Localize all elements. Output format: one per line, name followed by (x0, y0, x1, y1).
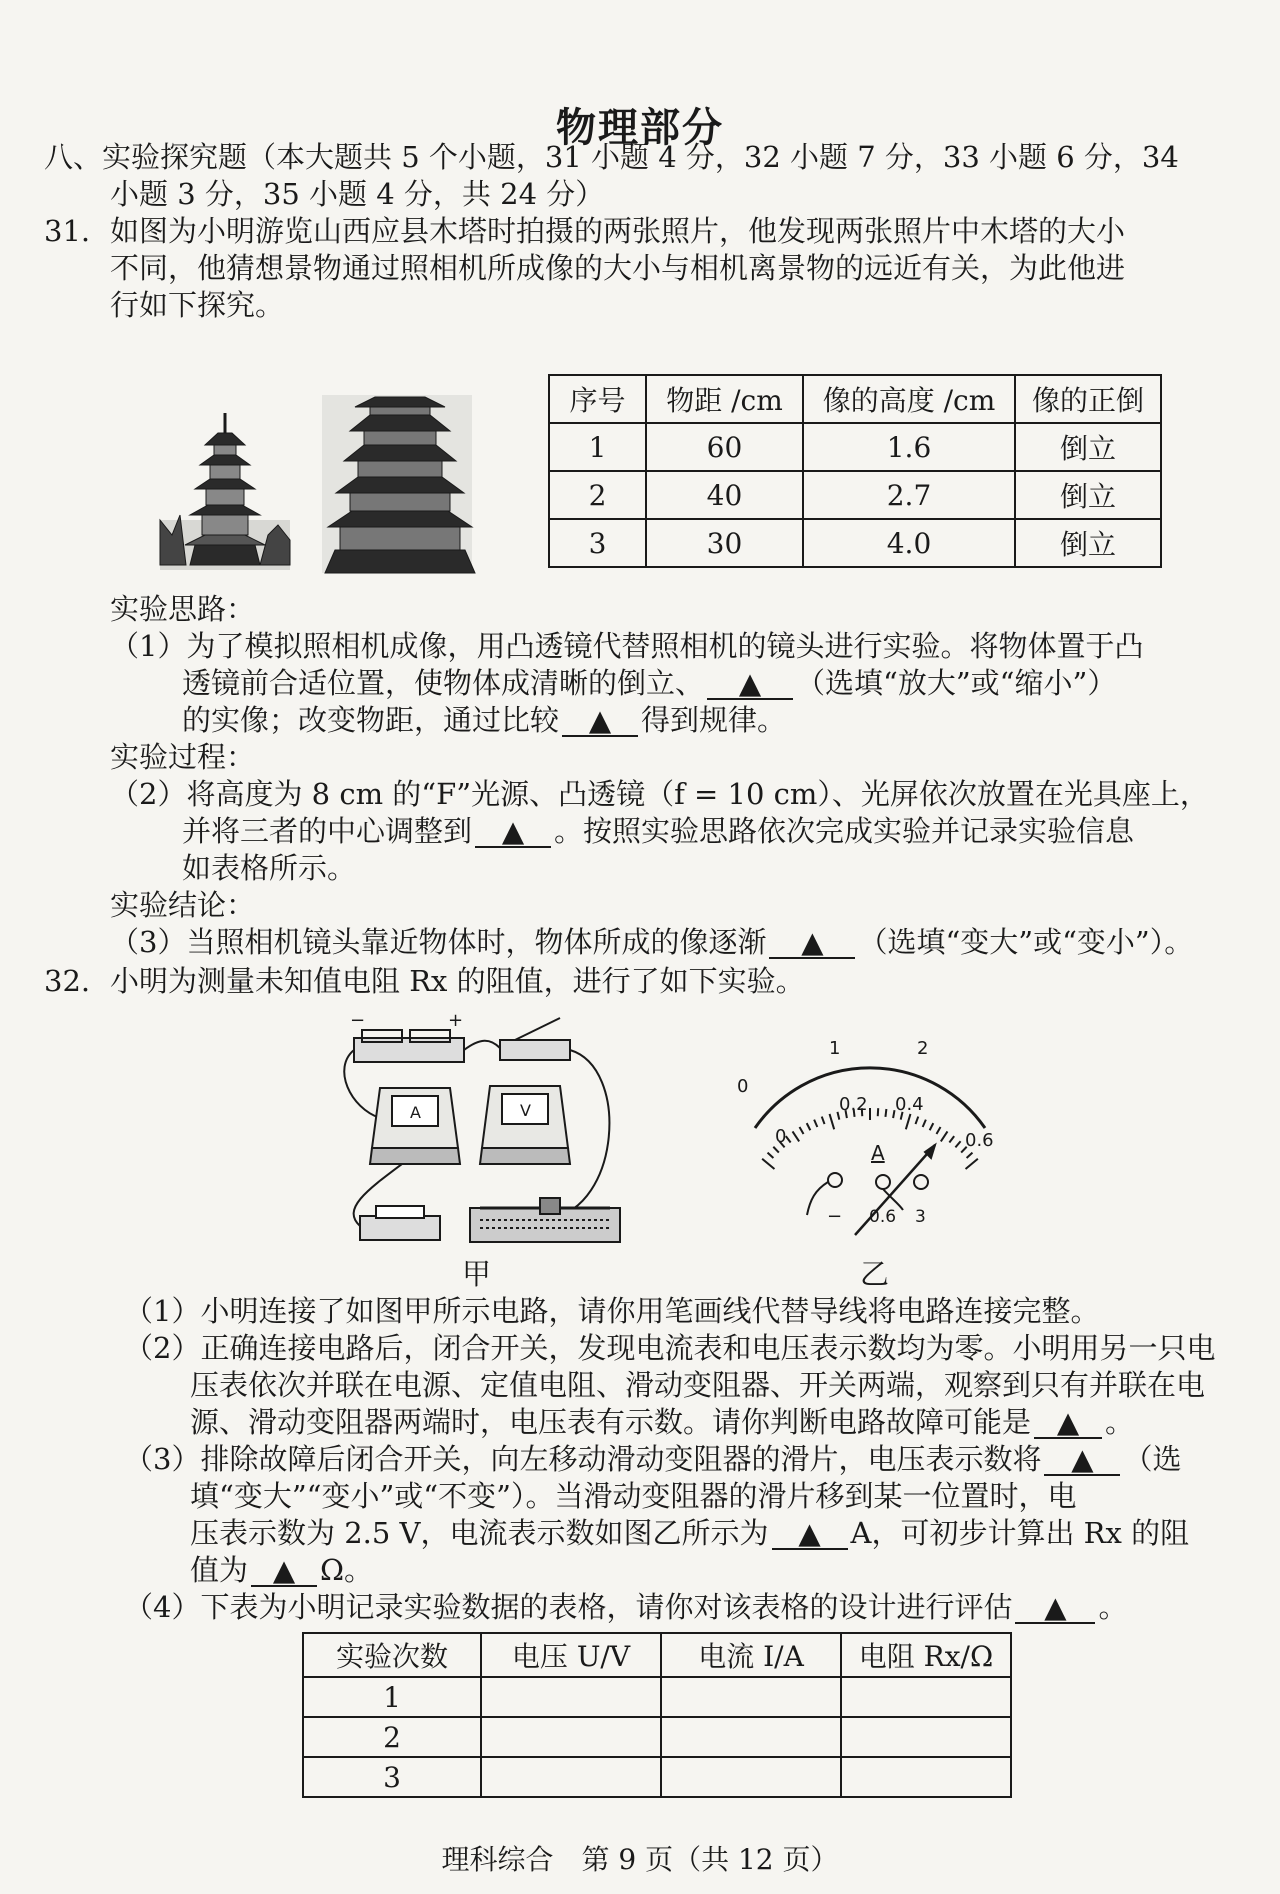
table-header-row (303, 1633, 1011, 1677)
dial-top-label: 1 (829, 1038, 841, 1059)
table-row (549, 423, 1161, 471)
q32-p3-line4 (190, 1551, 373, 1589)
answer-blank[interactable]: ▲ (707, 668, 793, 700)
terminal-3 (914, 1175, 928, 1189)
table-cell (481, 1717, 661, 1757)
terminal-0.6 (876, 1175, 890, 1189)
q32-data-table (302, 1632, 1012, 1798)
q31-p1-line2-text-a: 透镜前合适位置，使物体成清晰的倒立、 (182, 666, 705, 700)
small-pagoda-photo (160, 413, 290, 570)
dial-top-label: 2 (917, 1038, 929, 1059)
q31-p2-line2-text-a: 并将三者的中心调整到 (182, 814, 473, 848)
q32-p3-line2: 填“变大”“变小”或“不变”）。当滑动变阻器的滑片移到某一位置时，电 (190, 1479, 1077, 1513)
answer-blank[interactable]: ▲ (1015, 1592, 1095, 1624)
table-header-row (549, 375, 1161, 423)
q32-p3-line3-text-b: A，可初步计算出 Rx 的阻 (850, 1516, 1190, 1550)
terminal-label: 0.6 (869, 1207, 897, 1227)
table-cell: 1 (549, 423, 646, 471)
table-cell (661, 1677, 841, 1717)
q32-p4 (124, 1588, 1127, 1626)
dial-tick (966, 1159, 978, 1169)
fixed-resistor (360, 1206, 440, 1240)
answer-blank[interactable]: ▲ (1034, 1407, 1102, 1439)
table-cell: 2.7 (803, 471, 1015, 519)
dial-tick (830, 1114, 835, 1129)
circuit-figure-jia (340, 1008, 630, 1253)
dial-ticks (762, 1108, 978, 1169)
q32-p1: （1）小明连接了如图甲所示电路，请你用笔画线代替导线将电路连接完整。 (124, 1294, 1100, 1328)
q32-p3-line1-text-a: （3）排除故障后闭合开关，向左移动滑动变阻器的滑片，电压表示数将 (124, 1442, 1042, 1476)
q31-p2-line1: （2）将高度为 8 cm 的“F”光源、凸透镜（f = 10 cm）、光屏依次放置在光具座上， (110, 777, 1209, 811)
dial-unit-label: A (871, 1141, 885, 1165)
battery-minus-label: − (350, 1010, 366, 1031)
table-header-cell: 电压 U/V (481, 1633, 661, 1677)
q32-p3-line4-text-b: Ω。 (320, 1553, 374, 1587)
dial-tick (930, 1123, 934, 1130)
q31-p1-line2-text-b: （选填“放大”或“缩小”） (796, 666, 1117, 700)
table-cell: 2 (549, 471, 646, 519)
battery-plus-label: + (448, 1010, 464, 1031)
section-heading-line2: 小题 3 分，35 小题 4 分，共 24 分） (110, 177, 605, 211)
page-footer: 理科综合 第 9 页（共 12 页） (441, 1843, 839, 1876)
ammeter (370, 1088, 460, 1164)
q31-text-line1: 如图为小明游览山西应县木塔时拍摄的两张照片，他发现两张照片中木塔的大小 (110, 214, 1126, 248)
dial-tick (949, 1136, 954, 1142)
table-header-cell: 像的正倒 (1015, 375, 1161, 423)
q31-number: 31. (44, 214, 91, 248)
table-header-cell: 电流 I/A (661, 1633, 841, 1677)
q32-p2-line3 (190, 1403, 1134, 1441)
table-cell (841, 1677, 1011, 1717)
q32-intro: 小明为测量未知值电阻 Rx 的阻值，进行了如下实验。 (110, 964, 805, 998)
dial-tick (822, 1117, 825, 1125)
table-cell: 3 (549, 519, 646, 567)
q32-p4-text-b: 。 (1098, 1590, 1128, 1624)
q32-p2-line3-text-a: 源、滑动变阻器两端时，电压表有示数。请你判断电路故障可能是 (190, 1405, 1032, 1439)
q32-number: 32. (44, 964, 91, 998)
q32-p3-line4-text-a: 值为 (190, 1553, 249, 1587)
pagoda-photos (150, 385, 480, 580)
answer-blank[interactable]: ▲ (772, 1518, 848, 1550)
q31-process-heading: 实验过程： (110, 740, 256, 774)
dial-tick (941, 1131, 948, 1141)
q31-conclusion-heading: 实验结论： (110, 888, 256, 922)
table-cell: 3 (303, 1757, 481, 1797)
dial-tick (762, 1159, 774, 1169)
q31-p3-text-a: （3）当照相机镜头靠近物体时，物体所成的像逐渐 (110, 925, 767, 959)
q32-p3-line3-text-a: 压表示数为 2.5 V，电流表示数如图乙所示为 (190, 1516, 769, 1550)
q31-p2-line2-text-b: 。按照实验思路依次完成实验并记录实验信息 (554, 814, 1135, 848)
dial-tick (773, 1147, 779, 1153)
terminal-label: − (827, 1206, 843, 1227)
dial-bottom-label: 0.6 (965, 1130, 994, 1151)
answer-blank[interactable]: ▲ (1044, 1444, 1120, 1476)
answer-blank[interactable]: ▲ (562, 705, 638, 737)
table-row (303, 1717, 1011, 1757)
q31-text-line2: 不同，他猜想景物通过照相机所成像的大小与相机离景物的远近有关，为此他进 (110, 251, 1126, 285)
q31-p3-line (110, 923, 1193, 961)
voltmeter-letter: V (520, 1101, 531, 1120)
q31-text-line3: 行如下探究。 (110, 288, 285, 322)
q32-p3-line1 (124, 1440, 1181, 1478)
large-pagoda-photo (322, 395, 475, 573)
table-cell: 60 (646, 423, 803, 471)
terminal-label: 3 (915, 1207, 926, 1227)
table-cell (661, 1717, 841, 1757)
q32-p4-text-a: （4）下表为小明记录实验数据的表格，请你对该表格的设计进行评估 (124, 1590, 1013, 1624)
dial-bottom-label: 0.4 (895, 1094, 924, 1115)
dial-tick (807, 1123, 811, 1130)
table-cell (841, 1757, 1011, 1797)
table-header-cell: 电阻 Rx/Ω (841, 1633, 1011, 1677)
table-header-cell: 物距 /cm (646, 375, 803, 423)
switch-base (500, 1040, 570, 1060)
q31-idea-heading: 实验思路： (110, 592, 256, 626)
dial-tick (768, 1153, 774, 1158)
dial-top-label: 0 (737, 1076, 749, 1097)
answer-blank[interactable]: ▲ (251, 1555, 317, 1587)
dial-bottom-label: 0.2 (839, 1094, 868, 1115)
wire (464, 1041, 500, 1050)
table-cell: 1.6 (803, 423, 1015, 471)
table-cell: 4.0 (803, 519, 1015, 567)
dial-tick (885, 1109, 886, 1117)
q31-p3-text-b: （选填“变大”或“变小”）。 (858, 925, 1194, 959)
fig-label-jia: 甲 (462, 1257, 492, 1291)
q31-p1-line3 (182, 701, 786, 739)
ammeter-dial-yi (735, 1030, 1025, 1250)
answer-blank[interactable]: ▲ (475, 816, 551, 848)
q31-p1-line2 (182, 664, 1116, 702)
table-header-cell: 序号 (549, 375, 646, 423)
table-cell: 40 (646, 471, 803, 519)
dial-tick (923, 1120, 926, 1127)
q31-p1-line3-text-b: 得到规律。 (641, 703, 787, 737)
dial-tick (799, 1127, 803, 1134)
q32-p2-line1: （2）正确连接电路后，闭合开关，发现电流表和电压表示数均为零。小明用另一只电 (124, 1331, 1216, 1365)
dial-tick (814, 1120, 817, 1127)
dial-tick (936, 1127, 940, 1134)
q32-p2-line3-text-b: 。 (1105, 1405, 1135, 1439)
dial-tick (793, 1131, 800, 1141)
q31-p2-line3: 如表格所示。 (182, 851, 357, 885)
switch-lever (515, 1018, 560, 1040)
q32-p3-line1-text-b: （选 (1123, 1442, 1182, 1476)
dial-tick (906, 1114, 911, 1129)
dial-tick (786, 1136, 791, 1142)
table-cell: 倒立 (1015, 471, 1161, 519)
page-title: 物理部分 (556, 104, 724, 151)
table-row (549, 471, 1161, 519)
table-cell (481, 1677, 661, 1717)
answer-blank[interactable]: ▲ (769, 927, 855, 959)
table-cell: 倒立 (1015, 423, 1161, 471)
q31-p1-line3-text-a: 的实像；改变物距，通过比较 (182, 703, 560, 737)
table-header-cell: 像的高度 /cm (803, 375, 1015, 423)
q31-p2-line2 (182, 812, 1134, 850)
table-cell: 30 (646, 519, 803, 567)
table-row (303, 1757, 1011, 1797)
table-cell: 1 (303, 1677, 481, 1717)
table-row (303, 1677, 1011, 1717)
terminal-wire (807, 1182, 828, 1215)
fig-label-yi: 乙 (860, 1257, 890, 1291)
table-cell (661, 1757, 841, 1797)
dial-tick (967, 1153, 973, 1158)
ammeter-letter: A (410, 1103, 421, 1122)
q32-p2-line2: 压表依次并联在电源、定值电阻、滑动变阻器、开关两端，观察到只有并联在电 (190, 1368, 1206, 1402)
dial-bottom-label: 0 (775, 1126, 787, 1147)
terminal-minus (828, 1173, 842, 1187)
table-cell (481, 1757, 661, 1797)
dial-tick (915, 1117, 918, 1125)
sliding-rheostat (470, 1198, 620, 1242)
q31-data-table (548, 374, 1162, 568)
dial-tick (955, 1141, 960, 1147)
section-heading-line1: 八、实验探究题（本大题共 5 个小题，31 小题 4 分，32 小题 7 分，33 小题 6 分，34 (44, 140, 1179, 174)
table-row (549, 519, 1161, 567)
table-cell: 倒立 (1015, 519, 1161, 567)
table-cell: 2 (303, 1717, 481, 1757)
q32-p3-line3 (190, 1514, 1189, 1552)
table-header-cell: 实验次数 (303, 1633, 481, 1677)
voltmeter (480, 1086, 570, 1164)
q31-p1-line1: （1）为了模拟照相机成像，用凸透镜代替照相机的镜头进行实验。将物体置于凸 (110, 629, 1144, 663)
table-cell (841, 1717, 1011, 1757)
